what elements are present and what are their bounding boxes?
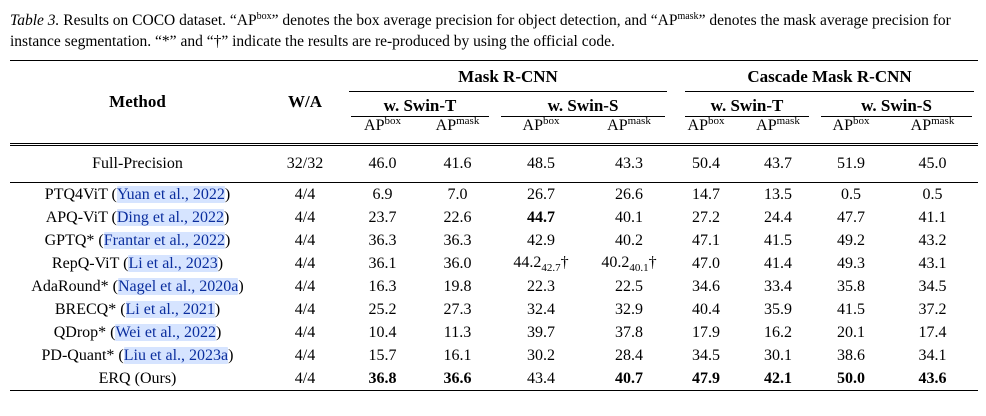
- method-cell: BRECQ* (Li et al., 2021): [54, 300, 221, 318]
- citation-link[interactable]: Li et al., 2023: [128, 254, 218, 272]
- table-row: PTQ4ViT (Yuan et al., 2022) 4/4 6.9 7.0 26.7 26.6 14.7 13.5 0.5 0.5: [10, 183, 978, 207]
- table-caption: Table 3. Results on COCO dataset. “$AP^{box}$” denotes the box average precision for object detection, and “$AP^{mask}$” denotes the mask average precision for instance segmentation. “*” and “†” indicate the results are re-produced by using the official code.: [10, 11, 951, 50]
- header-cascade-swin-s: w. Swin-S: [815, 92, 978, 117]
- table-row: AdaRound* (Nagel et al., 2020a) 4/4 16.3 19.8 22.3 22.5 34.6 33.4 35.8 34.5: [10, 275, 978, 298]
- wa-cell: 32/32: [265, 145, 345, 183]
- metric-ap-box: $AP^{box}$: [687, 115, 725, 134]
- metric-ap-box: $AP^{box}$: [832, 115, 870, 134]
- table-row-ours: ERQ (Ours) 4/4 36.8 36.6 43.4 40.7 47.9 42.1 50.0 43.6: [10, 367, 978, 391]
- metric-ap-box: $AP^{box}$: [522, 115, 560, 134]
- citation-link[interactable]: Li et al., 2021: [125, 300, 215, 318]
- table-row: QDrop* (Wei et al., 2022) 4/4 10.4 11.3 39.7 37.8 17.9 16.2 20.1 17.4: [10, 321, 978, 344]
- table-row: RepQ-ViT (Li et al., 2023) 4/4 36.1 36.0 $44.2_{42.7}\dagger$ $40.2_{40.1}\dagger$ 47.0 41.4 49.3 43.1: [10, 252, 978, 275]
- header-cascade-swin-t: w. Swin-T: [671, 92, 815, 117]
- method-cell: PD-Quant* (Liu et al., 2023a): [41, 346, 234, 364]
- table-row: PD-Quant* (Liu et al., 2023a) 4/4 15.7 16.1 30.2 28.4 34.5 30.1 38.6 34.1: [10, 344, 978, 367]
- method-cell: GPTQ* (Frantar et al., 2022): [44, 231, 231, 249]
- method-cell: RepQ-ViT (Li et al., 2023): [51, 254, 224, 272]
- table-row: APQ-ViT (Ding et al., 2022) 4/4 23.7 22.6 44.7 40.1 27.2 24.4 47.7 41.1: [10, 206, 978, 229]
- metric-ap-box: $AP^{box}$: [364, 115, 401, 134]
- metric-ap-mask: $AP^{mask}$: [435, 115, 480, 134]
- citation-link[interactable]: Frantar et al., 2022: [103, 231, 226, 249]
- method-cell: AdaRound* (Nagel et al., 2020a): [31, 277, 244, 295]
- header-wa: W/A: [288, 92, 322, 111]
- metric-ap-mask: $AP^{mask}$: [756, 115, 800, 134]
- method-cell: ERQ (Ours): [98, 369, 177, 387]
- method-cell: PTQ4ViT (Yuan et al., 2022): [10, 183, 265, 207]
- table-row: BRECQ* (Li et al., 2021) 4/4 25.2 27.3 32.4 32.9 40.4 35.9 41.5 37.2: [10, 298, 978, 321]
- citation-link[interactable]: Yuan et al., 2022: [116, 185, 225, 203]
- citation-link[interactable]: Wei et al., 2022: [115, 323, 216, 341]
- method-cell: APQ-ViT (Ding et al., 2022): [45, 208, 230, 226]
- table-row: GPTQ* (Frantar et al., 2022) 4/4 36.3 36.3 42.9 40.2 47.1 41.5 49.2 43.2: [10, 229, 978, 252]
- results-table: [10, 60, 978, 391]
- header-method: Method: [109, 92, 166, 111]
- header-mask-rcnn: Mask R-CNN: [345, 61, 671, 93]
- method-cell: Full-Precision: [10, 145, 265, 183]
- header-mask-swin-t: w. Swin-T: [345, 92, 495, 117]
- metric-ap-mask: $AP^{mask}$: [607, 115, 651, 134]
- caption-label: Table 3.: [10, 12, 60, 29]
- citation-link[interactable]: Ding et al., 2022: [116, 208, 224, 226]
- method-cell: QDrop* (Wei et al., 2022): [53, 323, 222, 341]
- header-mask-swin-s: w. Swin-S: [495, 92, 671, 117]
- header-cascade-mask-rcnn: Cascade Mask R-CNN: [671, 61, 978, 93]
- citation-link[interactable]: Liu et al., 2023a: [123, 346, 229, 364]
- full-precision-row: Full-Precision 32/32 46.0 41.6 48.5 43.3 50.4 43.7 51.9 45.0: [10, 145, 978, 183]
- metric-ap-mask: $AP^{mask}$: [910, 115, 955, 134]
- citation-link[interactable]: Nagel et al., 2020a: [117, 277, 239, 295]
- header-row-1: [10, 61, 978, 93]
